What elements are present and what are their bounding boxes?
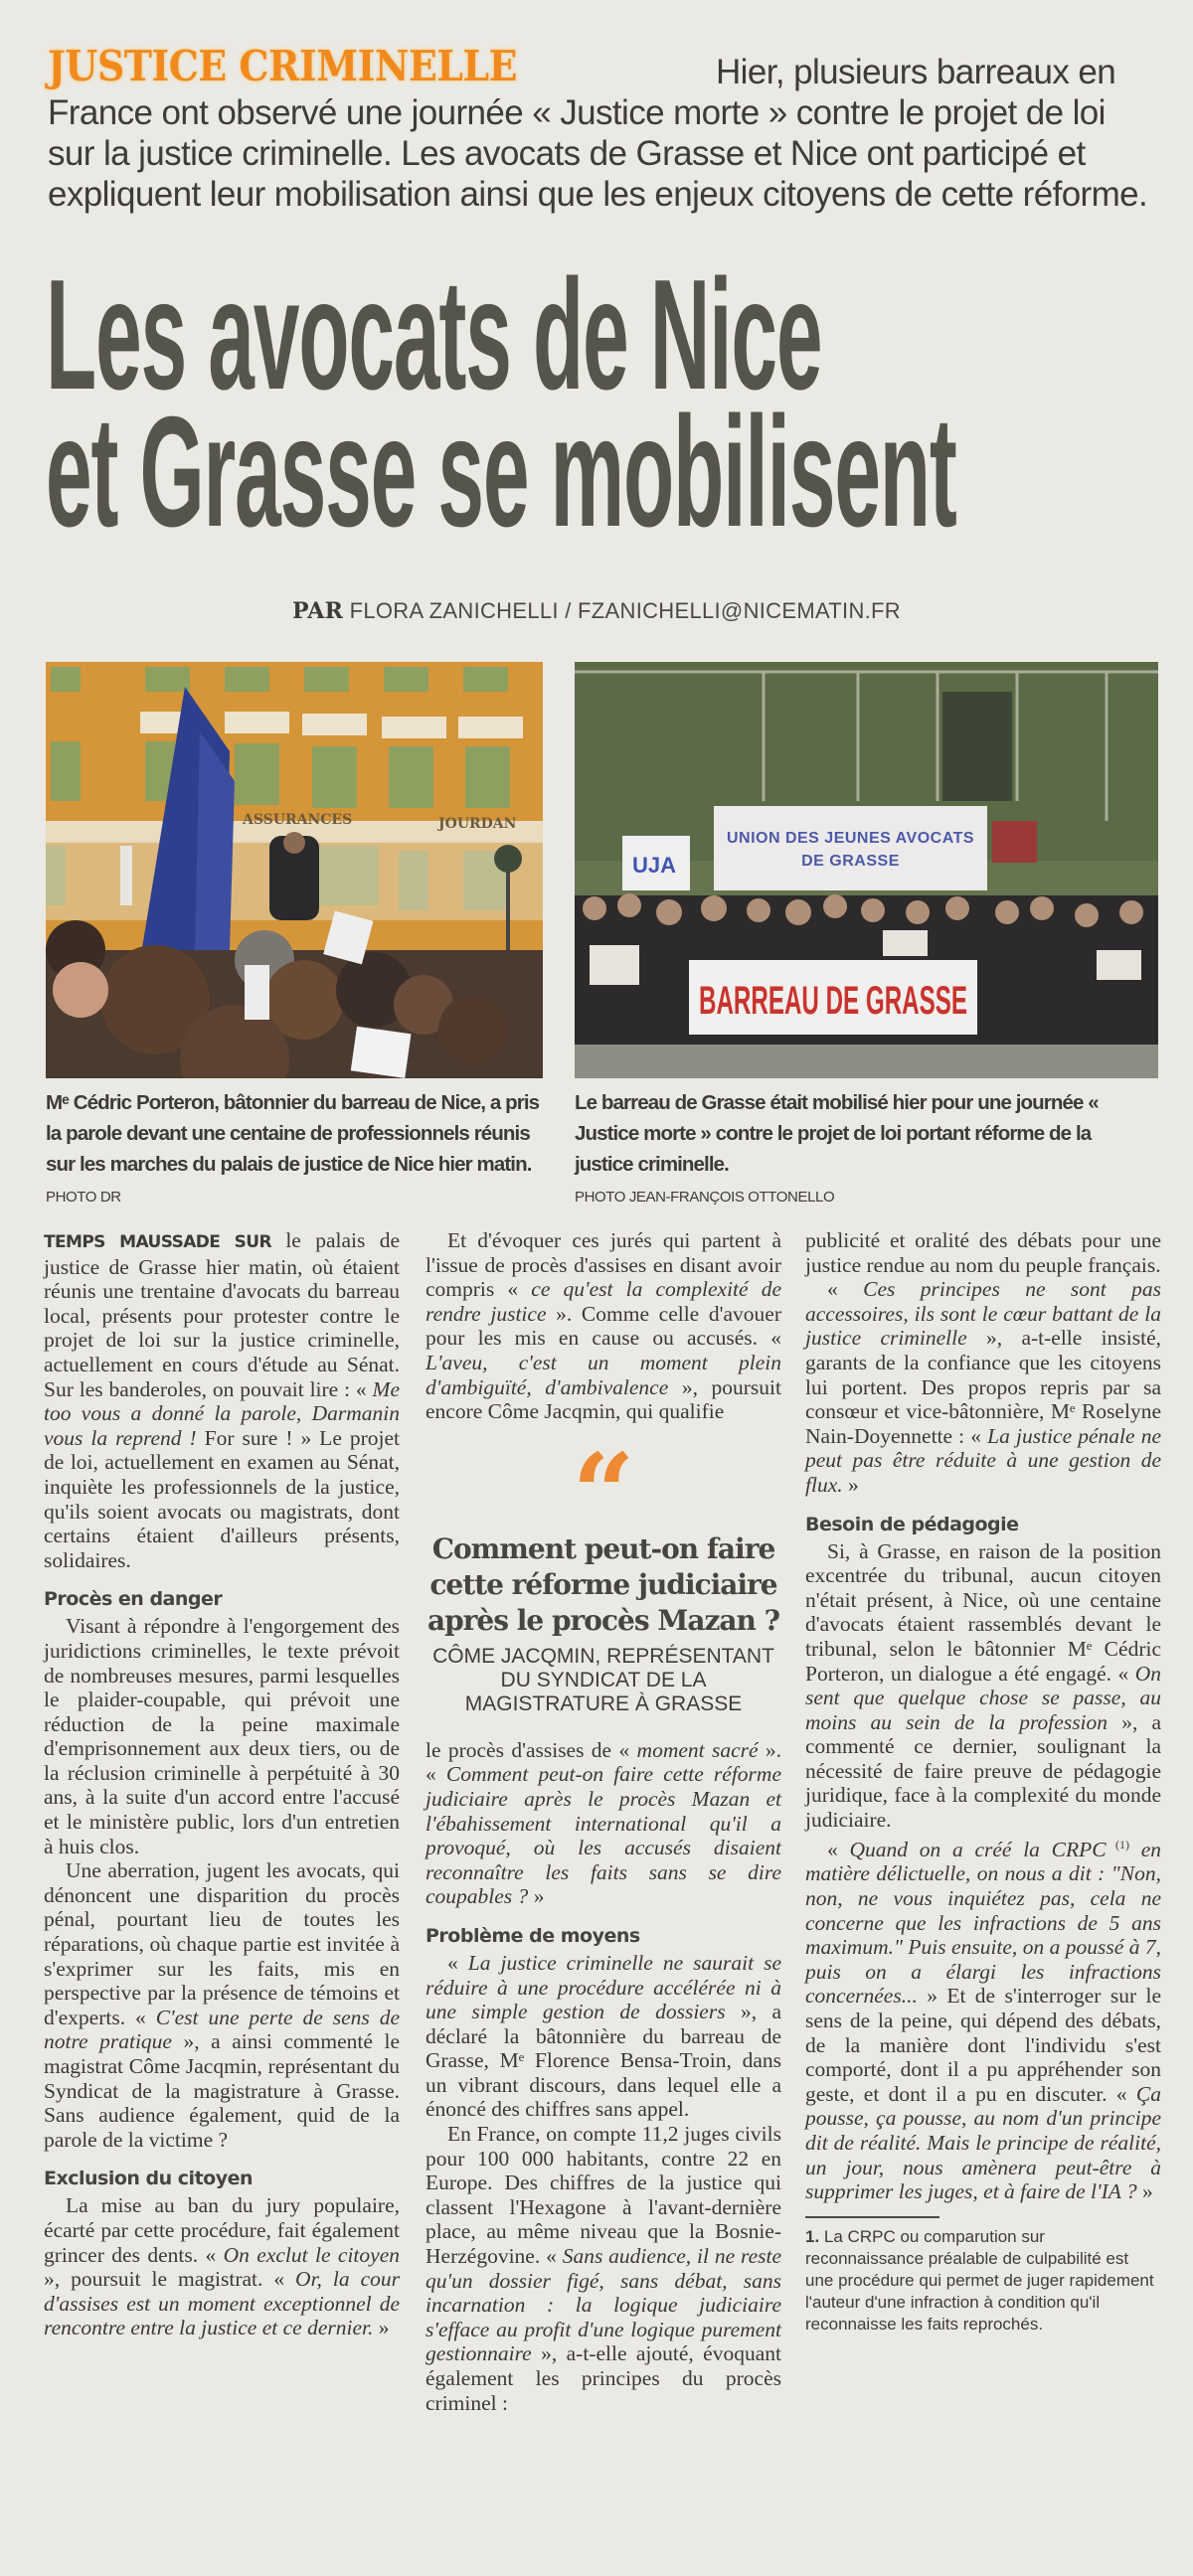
photo-nice-courthouse (46, 662, 543, 1078)
subheading: Problème de moyens (426, 1924, 640, 1947)
text: « (827, 1837, 850, 1861)
paragraph (805, 1833, 1161, 2204)
text: », a-t-elle ajouté, évoquant également les principes du procès criminel : (426, 2341, 781, 2415)
article-column-1 (44, 1228, 400, 2340)
footnote-number: 1. (805, 2226, 820, 2246)
byline-author: FLORA ZANICHELLI / FZANICHELLI@NICEMATIN.FR (349, 598, 901, 623)
quote-text: Comment peut-on faire cette réforme judiciaire après le procès Mazan et l'ébahissement international qu'il a provoqué, où les accusés disaient reconnaître les faits sans se dire coupables ? (426, 1762, 781, 1909)
pull-quote (426, 1428, 781, 1716)
quote-text: Ces principes ne sont pas accessoires, ils sont le cœur battant de la justice criminelle (805, 1277, 1161, 1351)
paragraph (426, 1738, 781, 1909)
text: » (373, 2316, 390, 2340)
byline-prefix: PAR (292, 598, 344, 624)
banner-uja-text: UNION DES JEUNES AVOCATS DE GRASSE (726, 830, 975, 870)
text: », a ainsi commenté le magistrat Côme Jacqmin, représentant du Syndicat de la magistrature à Grasse. Sans audience également, quid de la parole de la victime ? (44, 2029, 400, 2152)
text: La mise au ban du jury populaire, écarté par cette procédure, fait également grincer des dents. « (44, 2193, 400, 2267)
photo-grasse-courthouse (575, 662, 1158, 1078)
quote-text: On sent que quelque chose se passe, au moins au sein de la profession (805, 1661, 1161, 1734)
footnote (805, 2226, 1161, 2335)
quote-text: Sans audience, il ne reste qu'un dossier figé, sans débat, sans incarnation : la logique judiciaire s'efface au profit d'une logique purement gestionnaire (426, 2244, 781, 2366)
text: », poursuit le magistrat. « (44, 2267, 296, 2292)
text: Visant à répondre à l'engorgement des juridictions criminelles, le texte prévoit de nombreuses mesures, parmi lesquelles le plaider-coupable, qui prévoit une réduction de la peine maximale d'emprisonnement aux deux tiers, ou de la réclusion criminelle à perpétuité à 30 ans, à la suite d'un accord entre l'accusé et le ministère public, lors d'un entretien à huis clos. (44, 1614, 400, 1858)
section-kicker: JUSTICE CRIMINELLE (48, 42, 517, 90)
headline-line: et Grasse se mobilisent (46, 385, 956, 560)
paragraph (805, 1277, 1161, 1497)
photo-credit: PHOTO DR (46, 1189, 121, 1206)
text: « (447, 1950, 468, 1975)
quote-text: en matière délictuelle, on nous a dit : "Non, non, ne vous inquiétez pas, cela ne concerne que les infractions de 5 ans maximum." Puis ensuite, on a poussé à 7, puis on a élargi les infractions concernées... (805, 1837, 1161, 2009)
footnote-divider (805, 2216, 939, 2218)
paragraph (426, 1228, 781, 1424)
text: « (827, 1277, 864, 1302)
quote-text: On exclut le citoyen (223, 2242, 400, 2267)
pull-quote-text: Comment peut-on faire cette réforme judiciaire après le procès Mazan ? (426, 1531, 780, 1637)
text: publicité et oralité des débats pour une justice rendue au nom du peuple français. (805, 1228, 1161, 1277)
paragraph (805, 1228, 1161, 1277)
text: », a-t-elle insisté, garants de la confiance que les citoyens lui portent. Des propos repris par sa consœur et vice-bâtonnière, Mᵉ Roselyne Nain-Doyennette : « (805, 1326, 1161, 1448)
sign-text: JOURDAN (438, 816, 517, 832)
text: », a commenté ce dernier, soulignant la nécessité de faire preuve de pédagogie juridique, face à la complexité du monde judiciaire. (805, 1709, 1162, 1833)
photo-caption (575, 1087, 1131, 1212)
quote-text: La justice pénale ne peut pas être réduite à une gestion de flux. (805, 1423, 1161, 1497)
quote-text: Or, la cour d'assises est un moment exceptionnel de rencontre entre la justice et ce dernier. (44, 2267, 400, 2340)
paragraph (44, 2193, 400, 2340)
subheading: Exclusion du citoyen (44, 2168, 254, 2190)
deck-text: Hier, plusieurs barreaux en France ont observé une journée « Justice morte » contre le projet de loi sur la justice criminelle. Les avocats de Grasse et Nice ont participé et expliquent leur mobilisation ainsi que les enjeux citoyens de cette réforme. (48, 53, 1148, 214)
quote-text: ce qu'est la complexité de rendre justice (426, 1277, 781, 1326)
uja-sign-text: UJA (632, 853, 677, 878)
quote-text: La justice criminelle ne saurait se réduire à une procédure accélérée ni à une simple gestion de dossiers (426, 1950, 782, 2024)
text: le procès d'assises de « (426, 1737, 637, 1762)
headline-line: Les avocats de Nice (46, 247, 822, 422)
pull-quote-attribution: CÔME JACQMIN, REPRÉSENTANT DU SYNDICAT DE LA MAGISTRATURE À GRASSE (432, 1644, 774, 1715)
page-title (46, 247, 1193, 560)
text: » (842, 1472, 859, 1497)
text: », poursuit encore Côme Jacqmin, qui qualifie (426, 1374, 781, 1424)
footnote-text: La CRPC ou comparution sur reconnaissance préalable de culpabilité est une procédure qui permet de juger rapidement l'auteur d'une infraction à condition qu'il reconnaisse les faits reprochés. (805, 2226, 1154, 2334)
footnote-block (805, 2216, 1161, 2335)
text: Et d'évoquer ces jurés qui partent à l'issue de procès d'assises en disant avoir compris « (426, 1228, 781, 1302)
banner-barreau-text: BARREAU DE GRASSE (699, 979, 967, 1023)
text: Une aberration, jugent les avocats, qui dénoncent une disparition du procès pénal, pourtant lieu de toutes les réparations, où chaque partie est invitée à s'exprimer sur les faits, mis en perspective par la présence de témoins et d'experts. « (44, 1858, 400, 2029)
text: For sure ! » Le projet de loi, actuellement en examen au Sénat, inquiète les professionnels de la justice, qu'ils soient avocats ou magistrats, dont certains étaient d'ailleurs présents, solidaires. (44, 1425, 400, 1572)
text: » (528, 1884, 545, 1909)
text: En France, on compte 11,2 juges civils pour 100 000 habitants, contre 22 en Europe. Des chiffres de la justice qui classent l'Hexagone à l'avant-dernière place, au même niveau que la Bosnie-Herzégovine. « (426, 2122, 781, 2269)
quote-text: C'est une perte de sens de notre pratique (44, 2005, 400, 2054)
photo-credit: PHOTO JEAN-FRANÇOIS OTTONELLO (575, 1189, 835, 1206)
quote-text: L'aveu, c'est un moment plein d'ambiguïté, d'ambivalence (426, 1350, 781, 1399)
quote-text: Quand on a créé la CRPC (849, 1837, 1107, 1861)
footnote-ref: (1) (1106, 1837, 1129, 1852)
quote-mark-icon: “ (572, 1428, 635, 1557)
quote-text: moment sacré (636, 1737, 759, 1762)
text: » (1136, 2179, 1153, 2204)
lead-in: TEMPS MAUSSADE SUR (44, 1232, 271, 1252)
text: », a déclaré la bâtonnière du barreau de Grasse, Mᵉ Florence Bensa-Troin, dans un vibrant discours, dans lequel elle a énoncé des chiffres sans appel. (426, 2000, 782, 2122)
paragraph (805, 1539, 1161, 1833)
quote-text: Me too vous a donné la parole, Darmanin vous la reprend ! (44, 1376, 400, 1450)
subheading: Besoin de pédagogie (805, 1513, 1019, 1535)
caption-text: Le barreau de Grasse était mobilisé hier pour une journée « Justice morte » contre le projet de loi portant réforme de la justice criminelle. (575, 1091, 1099, 1176)
sign-text: ASSURANCES (243, 812, 353, 828)
speaker-head (283, 832, 305, 854)
photo-nice-illustration (46, 662, 543, 1078)
text: Si, à Grasse, en raison de la position excentrée du tribunal, aucun citoyen n'était présent, à Nice, où une centaine d'avocats étaient rassemblés devant le tribunal, selon le bâtonnier Mᵉ Cédric Porteron, un dialogue a été engagé. « (805, 1538, 1161, 1686)
paragraph (44, 1614, 400, 1858)
text: ». « (426, 1737, 781, 1787)
article-deck (48, 52, 1156, 215)
caption-text: Mᵉ Cédric Porteron, bâtonnier du barreau de Nice, a pris la parole devant une centaine de professionnels réunis sur les marches du palais de justice de Nice hier matin. (46, 1091, 540, 1176)
article-column-2 (426, 1228, 781, 2415)
subheading: Procès en danger (44, 1588, 223, 1611)
paragraph (426, 2122, 781, 2415)
paragraph (44, 1858, 400, 2152)
byline (0, 598, 1193, 624)
text: » Et de s'interroger sur le sens de la peine, qui dépend des débats, de la manière dont l'individu s'est comporté, dont il a pu appréhender son geste, et dont il a pu en discuter. « (805, 1984, 1161, 2106)
text: ». Comme celle d'avouer pour les mis en cause ou accusés. « (426, 1301, 781, 1351)
article-column-3 (805, 1228, 1161, 2335)
quote-text: Ça pousse, ça pousse, au nom d'un principe dit de réalité. Mais le principe de réalité, un jour, nous amènera peut-être à supprimer les juges, et à faire de l'IA ? (805, 2081, 1161, 2204)
photo-caption (46, 1087, 553, 1212)
text: le palais de justice de Grasse hier matin, où étaient réunis une trentaine d'avocats du barreau local, présents pour protester contre le projet de loi sur la justice criminelle, actuellement en cours d'étude au Sénat. Sur les banderoles, on pouvait lire : « (44, 1228, 400, 1401)
paragraph (44, 1228, 400, 1572)
paragraph (426, 1951, 781, 2122)
